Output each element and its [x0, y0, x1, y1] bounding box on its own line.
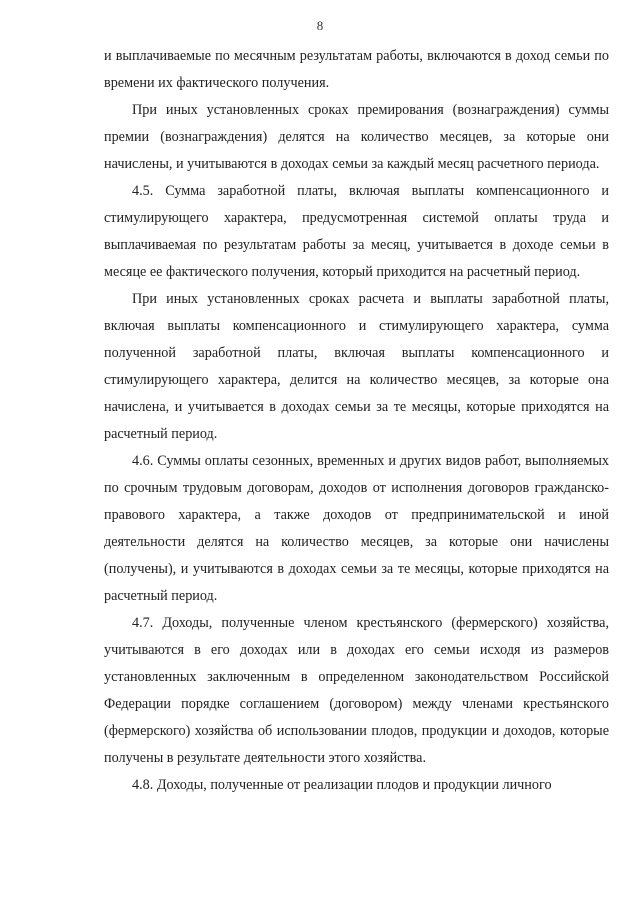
- paragraph-bonus-terms: При иных установленных сроках премирования (вознаграждения) суммы премии (вознаграждения) делятся на количество месяцев, за которые они начислены, и учитываются в доходах семьи за каждый месяц расчетного периода.: [104, 102, 609, 172]
- document-body: [104, 43, 609, 799]
- paragraph-salary-terms: При иных установленных сроках расчета и выплаты заработной платы, включая выплаты компенсационного и стимулирующего характера, сумма полученной заработной платы, включая выплаты компенсационного и стимулирующего характера, делится на количество месяцев, за которые она начислена, и учитывается в доходах семьи за те месяцы, которые приходятся на расчетный период.: [104, 291, 609, 442]
- page-number: 8: [316, 18, 324, 33]
- paragraph-continuation: и выплачиваемые по месячным результатам работы, включаются в доход семьи по времени их фактического получения.: [104, 48, 609, 91]
- paragraph-4-7: 4.7. Доходы, полученные членом крестьянского (фермерского) хозяйства, учитываются в его доходах или в доходах его семьи исходя из размеров установленных заключенным в определенном законодательством Российской Федерации порядке соглашением (договором) между членами крестьянского (фермерского) хозяйства об использовании плодов, продукции и доходов, которые получены в результате деятельности этого хозяйства.: [104, 615, 609, 766]
- paragraph-4-5: 4.5. Сумма заработной платы, включая выплаты компенсационного и стимулирующего характера, предусмотренная системой оплаты труда и выплачиваемая по результатам работы за месяц, учитывается в доходе семьи в месяце ее фактического получения, который приходится на расчетный период.: [104, 183, 609, 280]
- paragraph-4-6: 4.6. Суммы оплаты сезонных, временных и других видов работ, выполняемых по срочным трудовым договорам, доходов от исполнения договоров гражданско-правового характера, а также доходов от предпринимательской и иной деятельности делятся на количество месяцев, за которые они начислены (получены), и учитываются в доходах семьи за те месяцы, которые приходятся на расчетный период.: [104, 453, 609, 604]
- paragraph-4-8: 4.8. Доходы, полученные от реализации плодов и продукции личного: [132, 777, 552, 793]
